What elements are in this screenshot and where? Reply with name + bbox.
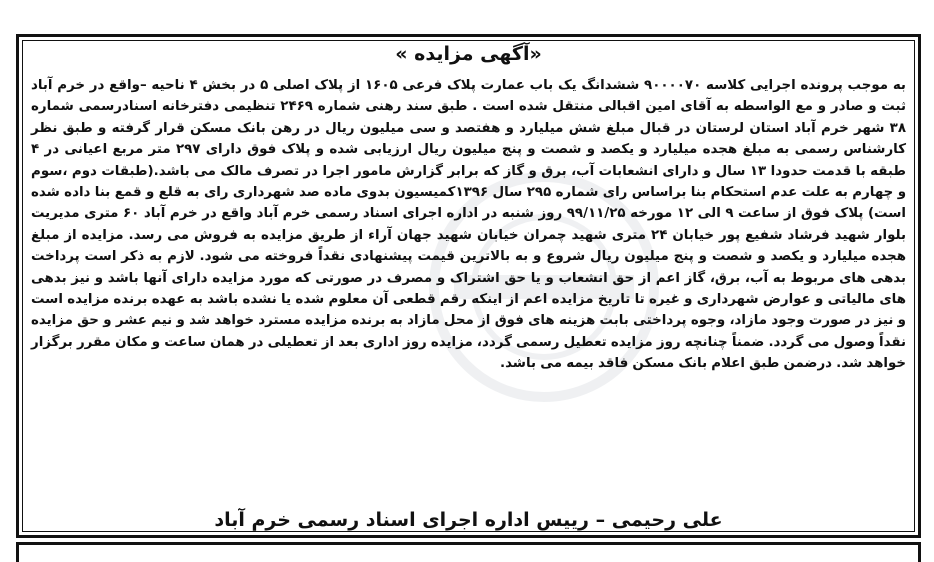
next-notice-frame-edge [16, 542, 921, 562]
notice-frame [16, 34, 921, 538]
notice-body: به موجب پرونده اجرایی کلاسه ۹۰۰۰۰۷۰ ششدانگ یک باب عمارت پلاک فرعی ۱۶۰۵ از پلاک اصلی ۵ در بخش ۴ ناحیه –واقع در خرم آباد ثبت و صادر و مع الواسطه به آقای امین اقبالی منتقل شده است . طبق سند رهنی شماره ۲۴۶۹ تنظیمی دفترخانه اسنادرسمی شماره ۳۸ شهر خرم آباد استان لرستان در قبال مبلغ شش میلیارد و هفتصد و سی میلیون ریال در رهن بانک مسکن قرار گرفته و طبق نظر کارشناس رسمی به مبلغ هجده میلیارد و یکصد و شصت و پنج میلیون ریال ارزیابی شده و پلاک فوق دارای ۲۹۷ متر مربع اعیانی در ۴ طبقه با قدمت حدودا ۱۳ سال و دارای انشعابات آب، برق و گاز که برابر گزارش مامور اجرا در تصرف مالک می باشد.(طبقات دوم ،سوم و چهارم به علت عدم استحکام بنا براساس رای شماره ۲۹۵ سال ۱۳۹۶کمیسیون بدوی ماده صد شهرداری رای به قلع و قمع بنا داده شده است) پلاک فوق از ساعت ۹ الی ۱۲ مورخه ۹۹/۱۱/۲۵ روز شنبه در اداره اجرای اسناد رسمی خرم آباد واقع در خرم آباد ۶۰ متری مدیریت بلوار شهید فرشاد شفیع پور خیابان ۲۴ متری شهید چمران خیابان شهید جهان آراء از طریق مزایده به فروش می رسد. مزایده از مبلغ هجده میلیارد و یکصد و شصت و پنج میلیون ریال شروع و به بالاترین قیمت پیشنهادی نقداً فروخته می شود. لازم به ذکر است پرداخت بدهی های مربوط به آب، برق، گاز اعم از حق انشعاب و یا حق اشتراک و مصرف در صورتی که مورد مزایده دارای آنها باشد و نیز بدهی های مالیاتی و عوارض شهرداری و غیره تا تاریخ مزایده اعم از اینکه رقم قطعی آن معلوم شده یا نشده باشد به عهده برنده مزایده است و نیز در صورت وجود مازاد، وجوه پرداختی بابت هزینه های فوق از محل مازاد به برنده مزایده مسترد خواهد شد و نیم عشر و حق مزایده نقداً وصول می گردد. ضمناً چنانچه روز مزایده تعطیل رسمی گردد، مزایده روز اداری بعد از تعطیلی در همان ساعت و مکان مقرر برگزار خواهد شد. درضمن طبق اعلام بانک مسکن فاقد بیمه می باشد. [31, 78, 907, 372]
notice-title: «آگهی مزایده » [395, 43, 542, 65]
notice-signature: علی رحیمی – رییس اداره اجرای اسناد رسمی خرم آباد [214, 509, 723, 531]
